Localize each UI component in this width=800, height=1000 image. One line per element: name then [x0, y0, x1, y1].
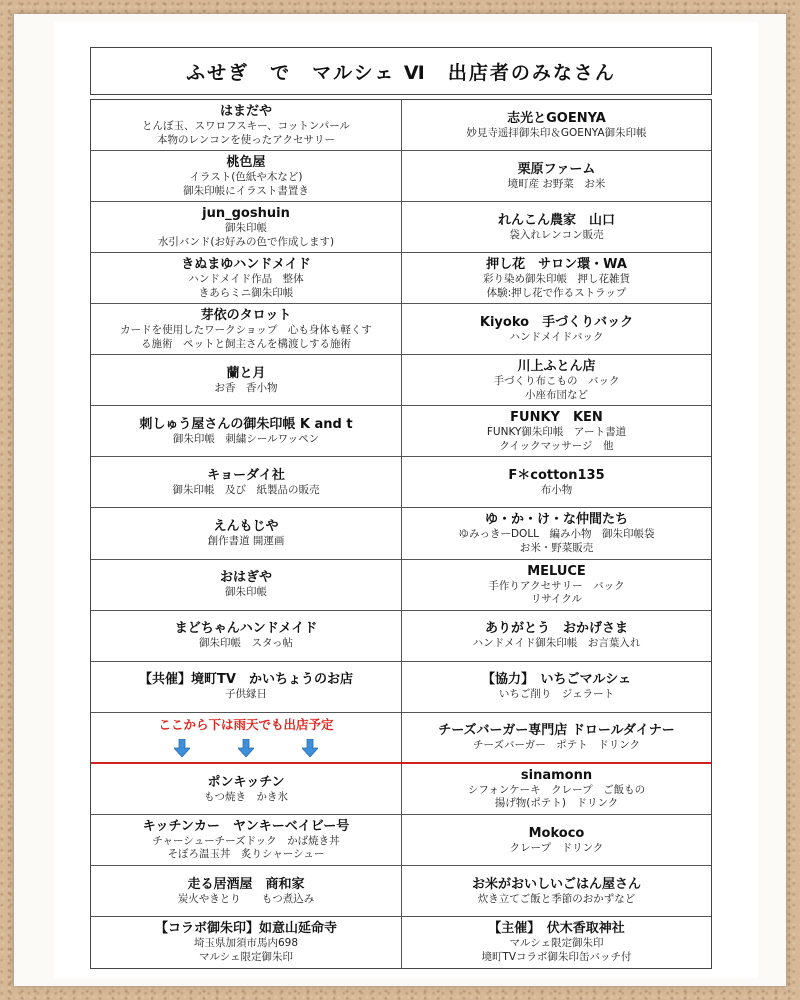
vendor-name: れんこん農家 山口 — [497, 212, 615, 228]
vendor-description: ハンドメイドバック — [509, 331, 604, 343]
vendor-cell — [402, 253, 711, 304]
vendor-description: チャーシューチーズドック かば焼き丼 — [152, 834, 340, 847]
vendor-description: 炊き立てご飯と季節のおかずなど — [477, 892, 636, 905]
vendor-name: ゆ・か・け・な仲間たち — [484, 512, 628, 528]
vendor-cell — [402, 304, 711, 355]
vendor-description: 布小物 — [540, 484, 573, 497]
vendor-description: 御朱印帳 — [225, 586, 267, 599]
vendor-name: 刺しゅう屋さんの御朱印帳 K and t — [139, 417, 353, 433]
vendor-table — [90, 99, 712, 969]
vendor-sheet — [90, 47, 712, 971]
vendor-cell — [402, 151, 711, 202]
vendor-cell — [402, 662, 711, 713]
vendor-name: 川上ふとん店 — [517, 359, 596, 375]
vendor-cell — [91, 100, 402, 151]
vendor-description: カードを使用したワークショップ 心も身体も軽くす — [120, 324, 372, 337]
vendor-description: 境町TVコラボ御朱印缶バッチ付 — [481, 950, 632, 963]
vendor-name: 志光とGOENYA — [507, 110, 606, 126]
vendor-description: る施術 ペットと飼主さんを構渡しする施術 — [141, 337, 351, 350]
vendor-name: Mokoco — [528, 825, 585, 841]
vendor-cell — [91, 611, 402, 662]
page-title: ふせぎ で マルシェ Ⅵ 出店者のみなさん — [90, 47, 712, 95]
vendor-description: 御朱印帳 — [225, 222, 267, 235]
vendor-cell — [91, 253, 402, 304]
vendor-description: FUNKY御朱印帳 アート書道 — [486, 426, 627, 439]
vendor-cell — [402, 764, 711, 815]
vendor-description: 創作書道 開運画 — [207, 535, 285, 548]
vendor-cell — [402, 611, 711, 662]
vendor-description: 本物のレンコンを使ったアクセサリー — [157, 133, 335, 146]
vendor-cell — [402, 355, 711, 406]
vendor-name: チーズバーガー専門店 ドロールダイナー — [438, 722, 675, 738]
vendor-description: 水引バンド(お好みの色で作成します) — [157, 235, 335, 248]
vendor-name: ポンキッチン — [207, 774, 285, 790]
vendor-cell — [402, 100, 711, 151]
vendor-name: まどちゃんハンドメイド — [174, 621, 318, 637]
vendor-cell — [91, 815, 402, 866]
vendor-description: 体験:押し花で作るストラップ — [486, 286, 627, 299]
vendor-cell — [402, 866, 711, 917]
vendor-description: ハンドメイド御朱印帳 お言葉入れ — [472, 637, 641, 650]
vendor-description: 境町産 お野菜 お米 — [507, 177, 606, 190]
vendor-description: ゆみっきーDOLL 編み小物 御朱印帳袋 — [458, 528, 655, 541]
vendor-description: クレープ ドリンク — [509, 841, 604, 854]
vendor-name: 【主催】 伏木香取神社 — [488, 921, 625, 937]
vendor-name: Kiyoko 手づくりバック — [479, 315, 634, 330]
vendor-cell — [402, 406, 711, 457]
vendor-description: 手作りアクセサリー バック — [488, 579, 625, 592]
vendor-name: おはぎや — [219, 570, 272, 586]
vendor-description: 揚げ物(ポテト) ドリンク — [494, 797, 619, 810]
vendor-name: 【コラボ御朱印】如意山延命寺 — [154, 921, 337, 937]
vendor-description: お米・野菜販売 — [519, 541, 594, 554]
vendor-description: とんぼ玉、スワロフスキー、コットンパール — [141, 120, 350, 133]
vendor-cell — [91, 457, 402, 508]
vendor-cell — [91, 560, 402, 611]
vendor-description: クイックマッサージ 他 — [499, 439, 614, 452]
vendor-name: 【共催】境町TV かいちょうのお店 — [139, 672, 353, 688]
vendor-name: F＊cotton135 — [508, 468, 605, 484]
vendor-description: 妙見寺遥拝御朱印＆GOENYA御朱印帳 — [466, 126, 647, 139]
vendor-description: 埼玉県加須市馬内698 — [193, 937, 299, 950]
vendor-description: きあらミニ御朱印帳 — [198, 286, 294, 299]
vendor-cell — [402, 713, 711, 764]
vendor-name: ありがとう おかげさま — [484, 621, 628, 637]
vendor-description: 小座布団など — [525, 388, 588, 401]
down-arrow-icon — [302, 739, 318, 757]
vendor-description: ハンドメイド作品 整体 — [188, 273, 304, 286]
vendor-description: もつ焼き かき氷 — [204, 790, 288, 803]
vendor-cell — [402, 917, 711, 968]
vendor-name: キョーダイ社 — [207, 468, 285, 484]
vendor-description: マルシェ限定御朱印 — [509, 937, 604, 950]
vendor-cell — [91, 151, 402, 202]
vendor-name: 栗原ファーム — [517, 161, 596, 177]
vendor-name: きぬまゆハンドメイド — [181, 257, 311, 273]
down-arrow-icon — [238, 739, 254, 757]
vendor-name: FUNKY KEN — [510, 410, 603, 426]
vendor-name: お米がおいしいごはん屋さん — [471, 876, 641, 892]
vendor-description: マルシェ限定御朱印 — [198, 950, 294, 963]
vendor-description: 子供縁日 — [225, 688, 267, 701]
vendor-name: はまだや — [219, 104, 272, 120]
vendor-description: 御朱印帳 及び 紙製品の販売 — [172, 484, 320, 497]
vendor-description: イラスト(色紙や木など) — [189, 171, 303, 184]
vendor-cell — [91, 662, 402, 713]
vendor-cell — [91, 202, 402, 253]
vendor-description: リサイクル — [530, 593, 583, 606]
vendor-cell — [402, 457, 711, 508]
vendor-description: そぼろ温玉丼 炙りシャーシュー — [167, 848, 325, 861]
vendor-description: 御朱印帳 スタっ帖 — [198, 637, 294, 650]
vendor-name: キッチンカー ヤンキーベイビー号 — [142, 818, 350, 834]
vendor-description: 御朱印帳にイラスト書置き — [183, 184, 309, 197]
vendor-cell — [402, 508, 711, 559]
vendor-cell — [91, 764, 402, 815]
down-arrow-icon — [174, 739, 190, 757]
vendor-name: jun_goshuin — [202, 206, 290, 222]
vendor-cell — [91, 917, 402, 968]
vendor-cell — [91, 713, 402, 764]
arrow-group — [174, 739, 318, 757]
vendor-name: sinamonn — [520, 767, 593, 783]
vendor-name: 桃色屋 — [226, 155, 266, 171]
vendor-description: 彩り染め御朱印帳 押し花雑貨 — [483, 273, 630, 286]
vendor-name: 押し花 サロン環・WA — [486, 257, 627, 273]
vendor-cell — [91, 406, 402, 457]
vendor-cell — [402, 202, 711, 253]
vendor-cell — [402, 815, 711, 866]
vendor-name: 芽依のタロット — [200, 308, 292, 324]
vendor-name: えんもじや — [213, 519, 279, 535]
vendor-cell — [91, 508, 402, 559]
vendor-cell — [91, 304, 402, 355]
vendor-description: 手づくり布こもの バック — [493, 375, 620, 388]
vendor-name: 蘭と月 — [226, 366, 266, 382]
vendor-description: 御朱印帳 刺繍シールワッペン — [172, 433, 320, 446]
vendor-description: 炭火やきとり もつ煮込み — [177, 892, 315, 905]
vendor-cell — [91, 355, 402, 406]
vendor-name: 【協力】 いちごマルシェ — [482, 672, 631, 688]
rain-notice: ここから下は雨天でも出店予定 — [158, 717, 334, 733]
vendor-name: 走る居酒屋 商和家 — [187, 876, 305, 892]
vendor-cell — [402, 560, 711, 611]
vendor-description: チーズバーガー ポテト ドリンク — [472, 738, 641, 751]
vendor-description: シフォンケーキ クレープ ご飯もの — [467, 783, 646, 796]
vendor-description: 袋入れレンコン販売 — [509, 228, 604, 241]
vendor-cell — [91, 866, 402, 917]
vendor-description: いちご削り ジェラート — [498, 688, 615, 701]
vendor-name: MELUCE — [527, 563, 586, 579]
vendor-description: お香 香小物 — [214, 382, 278, 395]
